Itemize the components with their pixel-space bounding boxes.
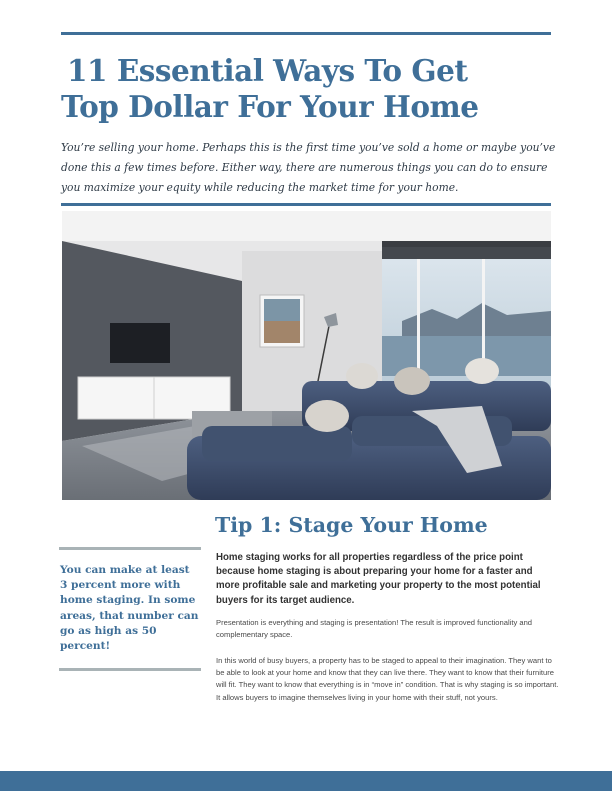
title-line-1: 11 Essential Ways To Get — [67, 53, 468, 88]
sidebar-bottom-rule — [59, 668, 201, 671]
tip-lead-paragraph: Home staging works for all properties regardless of the price point because home staging is about preparing your home for a faster and more profitable sale and marketing your property to the most potential buyers for its target audience. — [216, 552, 541, 606]
sidebar-top-rule — [59, 547, 201, 550]
footer-bar — [0, 771, 612, 791]
page-title — [61, 53, 561, 125]
title-line-2: Top Dollar For Your Home — [61, 89, 479, 124]
tip-paragraph: In this world of busy buyers, a property has to be staged to appeal to their imagination. They want to be able to look at your home and know that they can live there. They want to know that their furniture will fit. They want to know that everything is in “move in” condition. That is why staging is so important. It allows buyers to imagine themselves living in your home with their stuff, not yours. — [216, 656, 559, 702]
tip-heading: Tip 1: Stage Your Home — [215, 513, 488, 537]
top-divider — [61, 32, 551, 35]
intro-paragraph: You’re selling your home. Perhaps this is the first time you’ve sold a home or maybe you’ve done this a few times before. Either way, there are numerous things you can do to ensure you maximize your equity while reducing the market time for your home. — [61, 141, 556, 194]
section-divider — [61, 203, 551, 206]
sidebar-pull-quote: You can make at least 3 percent more with home staging. In some areas, that number can go as high as 50 percent! — [60, 564, 199, 653]
tip-paragraph: Presentation is everything and staging is presentation! The result is improved functionality and complementary space. — [216, 618, 533, 640]
living-room-photo — [62, 211, 551, 500]
